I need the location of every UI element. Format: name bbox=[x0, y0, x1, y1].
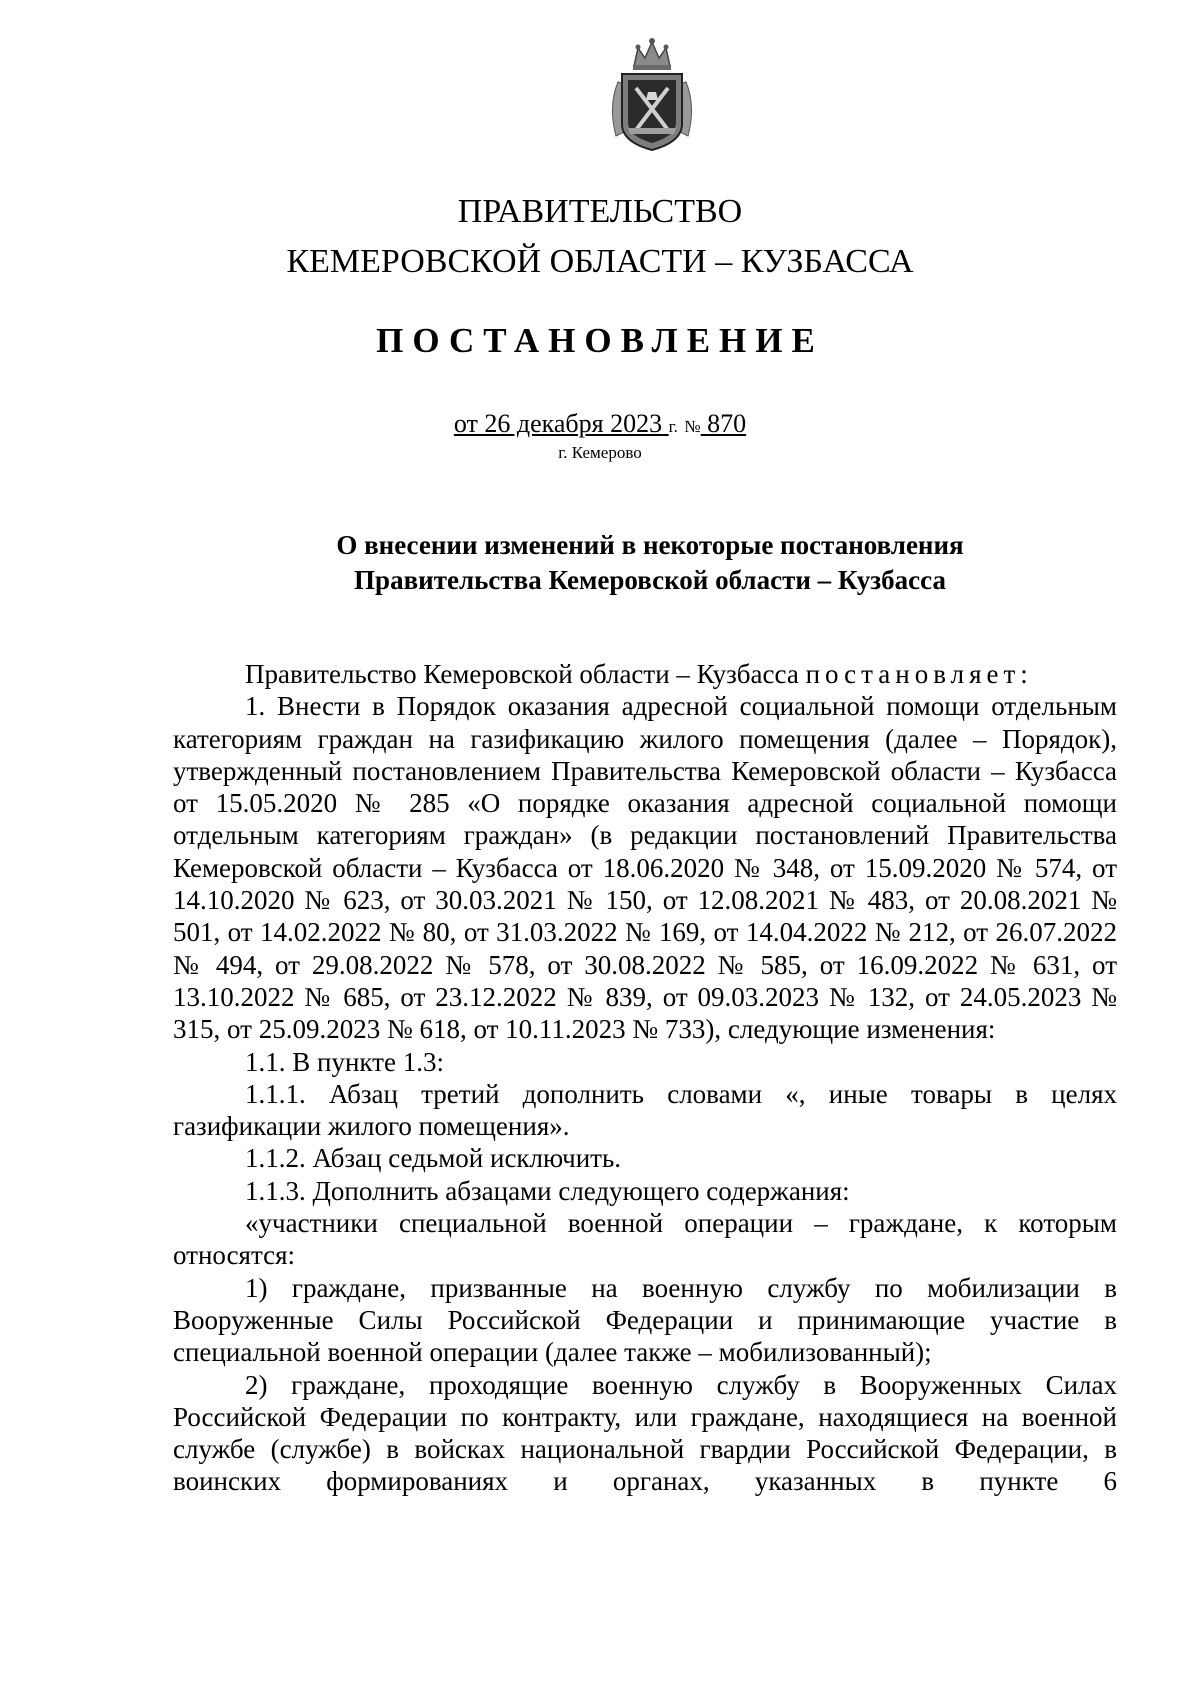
body-paragraph-3: 1.1.1. Абзац третий дополнить словами «, иные товары в целях газификации жилого помещения». bbox=[173, 1078, 1117, 1142]
year-suffix: г. bbox=[668, 417, 678, 436]
organization-name-line2: КЕМЕРОВСКОЙ ОБЛАСТИ – КУЗБАССА bbox=[286, 243, 914, 280]
coat-of-arms-emblem bbox=[604, 36, 700, 154]
document-title-line2: Правительства Кемеровской области – Кузбасса bbox=[354, 565, 946, 595]
document-type: ПОСТАНОВЛЕНИЕ bbox=[376, 321, 824, 360]
intro-verb: постановляет: bbox=[805, 659, 1033, 689]
body-paragraph-1: 1. Внести в Порядок оказания адресной социальной помощи отдельным категориям граждан на газификацию жилого помещения (далее – Порядок), утвержденный постановлением Правительства Кемеровской области – Кузбасса от 15.05.2020 № 285 «О порядке оказания адресной социальной помощи отдельным категориям граждан» (в редакции постановлений Правительства Кемеровской области – Кузбасса от 18.06.2020 № 348, от 15.09.2020 № 574, от 14.10.2020 № 623, от 30.03.2021 № 150, от 12.08.2021 № 483, от 20.08.2021 № 501, от 14.02.2022 № 80, от 31.03.2022 № 169, от 14.04.2022 № 212, от 26.07.2022 № 494, от 29.08.2022 № 578, от 30.08.2022 № 585, от 16.09.2022 № 631, от 13.10.2022 № 685, от 23.12.2022 № 839, от 09.03.2023 № 132, от 24.05.2023 № 315, от 25.09.2023 № 618, от 10.11.2023 № 733), следующие изменения: bbox=[173, 691, 1117, 1045]
document-title-line1: О внесении изменений в некоторые постановления bbox=[336, 530, 964, 560]
document-city: г. Кемерово bbox=[558, 443, 642, 462]
body-paragraph-7: 1) граждане, призванные на военную службу по мобилизации в Вооруженные Силы Российской Федерации и принимающие участие в специальной военной операции (далее также – мобилизованный); bbox=[173, 1272, 1117, 1368]
body-paragraph-4: 1.1.2. Абзац седьмой исключить. bbox=[245, 1143, 622, 1174]
intro-lead: Правительство Кемеровской области – Кузбасса bbox=[245, 659, 799, 689]
date-prefix: от bbox=[453, 409, 478, 438]
document-body bbox=[173, 658, 1117, 1498]
organization-name-line1: ПРАВИТЕЛЬСТВО bbox=[457, 193, 743, 230]
number-sign: № bbox=[684, 417, 701, 436]
body-intro bbox=[173, 658, 1117, 690]
body-paragraph-5: 1.1.3. Дополнить абзацами следующего содержания: bbox=[245, 1175, 850, 1206]
body-paragraph-2: 1.1. В пункте 1.3: bbox=[245, 1046, 444, 1077]
body-paragraph-6: «участники специальной военной операции – граждане, к которым относятся: bbox=[173, 1208, 1117, 1271]
document-date-number bbox=[0, 408, 1200, 443]
document-number: 870 bbox=[707, 409, 747, 438]
document-date: 26 декабря 2023 bbox=[484, 409, 663, 438]
document-title bbox=[250, 528, 1050, 598]
body-paragraph-8: 2) граждане, проходящие военную службу в Вооруженных Силах Российской Федерации по контракту, или граждане, находящиеся на военной службе (службе) в войсках национальной гвардии Российской Федерации, в воинских формированиях и органах, указанных в пункте 6 bbox=[173, 1369, 1117, 1497]
